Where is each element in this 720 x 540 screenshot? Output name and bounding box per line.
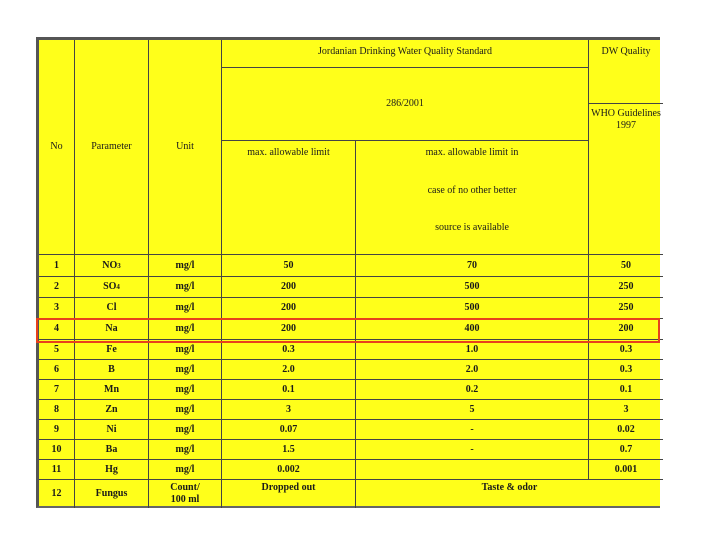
cell-unit-9 [149, 420, 222, 440]
header-dw-quality-text: DW Quality [601, 46, 651, 57]
cell-unit-3-text: mg/l [175, 302, 195, 313]
cell-param-4 [75, 319, 149, 340]
cell-max-3-text: 200 [281, 302, 296, 313]
cell-no-11-text: 11 [51, 463, 62, 475]
cell-max-8-text: 3 [286, 403, 291, 415]
cell-unit-6-text: mg/l [175, 363, 195, 375]
cell-other-3 [356, 298, 589, 319]
cell-param-9-text: Ni [106, 423, 117, 435]
cell-unit-12-line2: 100 ml [170, 494, 200, 505]
cell-other-8 [356, 400, 589, 420]
cell-no-8-text: 8 [54, 403, 59, 415]
cell-no-12-text: 12 [51, 488, 62, 499]
cell-max-8 [222, 400, 356, 420]
cell-no-10-text: 10 [51, 443, 62, 455]
cell-param-11 [75, 460, 149, 480]
cell-param-10 [75, 440, 149, 460]
header-jordanian-title-text: Jordanian Drinking Water Quality Standard [318, 46, 492, 57]
cell-unit-12 [149, 480, 222, 508]
cell-unit-1-text: mg/l [175, 259, 195, 271]
cell-who-3-text: 250 [618, 302, 634, 313]
cell-no-2 [39, 277, 75, 298]
cell-max-3 [222, 298, 356, 319]
cell-other-11 [356, 460, 589, 480]
cell-param-8 [75, 400, 149, 420]
header-max-other-line1: max. allowable limit in [425, 147, 519, 158]
cell-other-7-text: 0.2 [465, 383, 479, 395]
cell-who-9 [589, 420, 663, 440]
cell-unit-4-text: mg/l [175, 323, 195, 334]
cell-unit-7-text: mg/l [175, 383, 195, 395]
cell-who-4-text: 200 [618, 323, 634, 334]
cell-who-1 [589, 255, 663, 277]
cell-unit-11-text: mg/l [175, 463, 195, 475]
cell-unit-1 [149, 255, 222, 277]
cell-max-7 [222, 380, 356, 400]
header-max-allowable-text: max. allowable limit [247, 147, 330, 158]
cell-param-9 [75, 420, 149, 440]
cell-param-8-text: Zn [105, 403, 118, 415]
header-parameter-label: Parameter [91, 141, 132, 152]
header-max-other-line2: case of no other better [427, 185, 517, 196]
header-who [589, 104, 663, 255]
cell-no-2-text: 2 [54, 281, 59, 292]
cell-max-1 [222, 255, 356, 277]
cell-max-12-text: Dropped out [261, 482, 316, 493]
cell-no-5-text: 5 [54, 343, 59, 355]
cell-other-4 [356, 319, 589, 340]
cell-unit-5 [149, 340, 222, 360]
header-jordanian-title [222, 40, 589, 68]
cell-max-1-text: 50 [283, 259, 294, 271]
cell-max-10 [222, 440, 356, 460]
cell-who-5-text: 0.3 [619, 343, 633, 355]
cell-other-10-text: - [470, 443, 474, 455]
cell-who-7 [589, 380, 663, 400]
cell-merged-12 [356, 480, 663, 508]
header-max-other-line3: source is available [435, 222, 509, 233]
cell-who-9-text: 0.02 [617, 423, 635, 435]
header-jordanian-code-text: 286/2001 [386, 98, 424, 109]
cell-max-4-text: 200 [281, 323, 296, 334]
cell-other-9 [356, 420, 589, 440]
cell-merged-12-text: Taste & odor [481, 482, 538, 493]
cell-max-7-text: 0.1 [282, 383, 295, 395]
cell-other-1-text: 70 [467, 259, 477, 271]
cell-unit-10-text: mg/l [175, 443, 195, 455]
cell-param-7-text: Mn [104, 383, 119, 395]
cell-param-12-text: Fungus [95, 488, 128, 499]
cell-no-1 [39, 255, 75, 277]
cell-no-7-text: 7 [54, 383, 59, 395]
cell-who-1-text: 50 [621, 259, 631, 271]
cell-who-6 [589, 360, 663, 380]
header-no-label: No [50, 141, 63, 152]
cell-no-10 [39, 440, 75, 460]
cell-no-5 [39, 340, 75, 360]
cell-param-1-text: NO [102, 259, 118, 271]
cell-no-12 [39, 480, 75, 508]
header-max-allowable [222, 141, 356, 255]
cell-other-5 [356, 340, 589, 360]
cell-param-2: SO 4 [75, 277, 149, 298]
cell-other-1 [356, 255, 589, 277]
header-unit-label: Unit [176, 141, 194, 152]
cell-param-7 [75, 380, 149, 400]
cell-unit-8 [149, 400, 222, 420]
cell-no-6 [39, 360, 75, 380]
cell-other-8-text: 5 [469, 403, 475, 415]
cell-param-5 [75, 340, 149, 360]
cell-max-2 [222, 277, 356, 298]
cell-who-11-text: 0.001 [614, 463, 638, 475]
cell-who-2 [589, 277, 663, 298]
cell-max-9 [222, 420, 356, 440]
cell-no-3-text: 3 [54, 302, 59, 313]
cell-unit-10 [149, 440, 222, 460]
cell-other-6-text: 2.0 [465, 363, 479, 375]
cell-no-4 [39, 319, 75, 340]
cell-other-7 [356, 380, 589, 400]
header-unit [149, 40, 222, 255]
cell-other-5-text: 1.0 [465, 343, 479, 355]
cell-param-10-text: Ba [105, 443, 118, 455]
cell-max-10-text: 1.5 [282, 443, 295, 455]
cell-unit-9-text: mg/l [175, 423, 195, 435]
cell-who-2-text: 250 [618, 281, 634, 292]
cell-no-9 [39, 420, 75, 440]
cell-no-3 [39, 298, 75, 319]
cell-param-6 [75, 360, 149, 380]
cell-unit-4 [149, 319, 222, 340]
cell-who-8 [589, 400, 663, 420]
cell-who-10-text: 0.7 [619, 443, 633, 455]
cell-unit-11 [149, 460, 222, 480]
cell-no-4-text: 4 [54, 323, 59, 334]
cell-who-10 [589, 440, 663, 460]
cell-max-5 [222, 340, 356, 360]
cell-unit-7 [149, 380, 222, 400]
cell-no-6-text: 6 [54, 363, 59, 375]
cell-who-5 [589, 340, 663, 360]
cell-param-3 [75, 298, 149, 319]
cell-who-7-text: 0.1 [619, 383, 633, 395]
cell-unit-6 [149, 360, 222, 380]
cell-max-5-text: 0.3 [282, 343, 295, 355]
cell-no-7 [39, 380, 75, 400]
header-no [39, 40, 75, 255]
cell-max-9-text: 0.07 [279, 423, 298, 435]
cell-max-11-text: 0.002 [277, 463, 300, 475]
cell-who-8-text: 3 [623, 403, 629, 415]
cell-unit-8-text: mg/l [175, 403, 195, 415]
cell-max-4 [222, 319, 356, 340]
cell-max-6-text: 2.0 [282, 363, 295, 375]
cell-param-12 [75, 480, 149, 508]
cell-no-9-text: 9 [54, 423, 59, 435]
cell-no-1-text: 1 [54, 259, 59, 271]
cell-unit-12-line1: Count/ [170, 482, 200, 493]
header-dw-quality [589, 40, 663, 104]
cell-other-9-text: - [470, 423, 474, 435]
cell-param-5-text: Fe [106, 343, 117, 355]
cell-unit-2-text: mg/l [175, 281, 195, 292]
cell-unit-5-text: mg/l [175, 343, 195, 355]
header-parameter [75, 40, 149, 255]
cell-other-4-text: 400 [464, 323, 480, 334]
cell-who-6-text: 0.3 [619, 363, 633, 375]
cell-other-3-text: 500 [464, 302, 480, 313]
cell-param-6-text: B [108, 363, 115, 375]
cell-other-10 [356, 440, 589, 460]
cell-other-6 [356, 360, 589, 380]
cell-who-11 [589, 460, 663, 480]
cell-who-4 [589, 319, 663, 340]
cell-no-8 [39, 400, 75, 420]
header-who-line2: 1997 [616, 120, 636, 131]
water-standard-table [36, 37, 660, 508]
cell-no-11 [39, 460, 75, 480]
header-jordanian-code [222, 68, 589, 141]
cell-param-11-text: Hg [105, 463, 118, 475]
cell-max-12 [222, 480, 356, 508]
header-who-line1: WHO Guidelines [591, 108, 661, 119]
cell-param-4-text: Na [105, 323, 118, 334]
cell-unit-3 [149, 298, 222, 319]
cell-unit-2 [149, 277, 222, 298]
cell-param-2-text: SO [103, 281, 117, 292]
cell-who-3 [589, 298, 663, 319]
cell-max-6 [222, 360, 356, 380]
cell-max-2-text: 200 [281, 281, 296, 292]
cell-max-11 [222, 460, 356, 480]
cell-other-2-text: 500 [464, 281, 480, 292]
cell-other-2 [356, 277, 589, 298]
cell-param-3-text: Cl [106, 302, 117, 313]
cell-param-1: NO 3 [75, 255, 149, 277]
header-max-other [356, 141, 589, 255]
